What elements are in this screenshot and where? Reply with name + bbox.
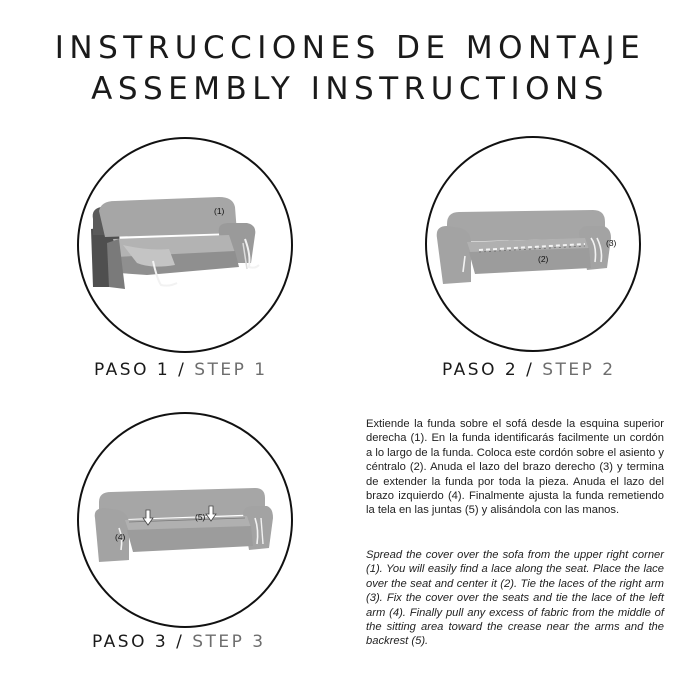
sofa-step-2-icon: [427, 138, 639, 350]
callout-1: (1): [214, 206, 225, 216]
step-2-label-es: PASO 2: [442, 360, 519, 380]
step-1-illustration: [77, 137, 293, 353]
title-english: ASSEMBLY INSTRUCTIONS: [91, 71, 609, 107]
step-2-separator: /: [518, 360, 543, 380]
step-2-label-en: STEP 2: [542, 360, 616, 380]
callout-4: (4): [115, 532, 126, 542]
step-3-separator: /: [168, 632, 193, 652]
step-1-label-en: STEP 1: [194, 360, 268, 380]
step-2-illustration: [425, 136, 641, 352]
sofa-step-3-icon: [79, 414, 291, 626]
callout-5: (5): [195, 512, 206, 522]
step-3-label-en: STEP 3: [192, 632, 266, 652]
callout-3: (3): [606, 238, 617, 248]
callout-2: (2): [538, 254, 549, 264]
title-spanish: INSTRUCCIONES DE MONTAJE: [54, 30, 646, 66]
step-3-label: [92, 632, 266, 652]
sofa-step-1-icon: [79, 139, 291, 351]
step-1-label: [94, 360, 268, 380]
step-3-label-es: PASO 3: [92, 632, 169, 652]
step-3-illustration: [77, 412, 293, 628]
step-1-label-es: PASO 1: [94, 360, 171, 380]
instructions-english: Spread the cover over the sofa from the upper right corner (1). You will easily find a lace along the seat. Place the lace over the seat and center it (2). Tie the laces of the right arm (3). Fix the cover over the seats and tie the lace of the left arm (4). Finally pull any excess of fabric from the middle of the sitting area toward the crease near the arms and the backrest (5).: [366, 549, 664, 648]
instructions-spanish: Extiende la funda sobre el sofá desde la esquina superior derecha (1). En la funda identificarás facilmente un cordón a lo largo de la funda. Coloca este cordón sobre el asiento y céntralo (2). Anuda el lazo del brazo derecho (3) y termina de extender la funda por toda la pieza. Anuda el lazo del brazo izquierdo (4). Finalmente ajusta la funda remetiendo la tela en las juntas (5) y alisándola con las manos.: [366, 418, 664, 517]
step-2-label: [442, 360, 616, 380]
step-1-separator: /: [170, 360, 195, 380]
